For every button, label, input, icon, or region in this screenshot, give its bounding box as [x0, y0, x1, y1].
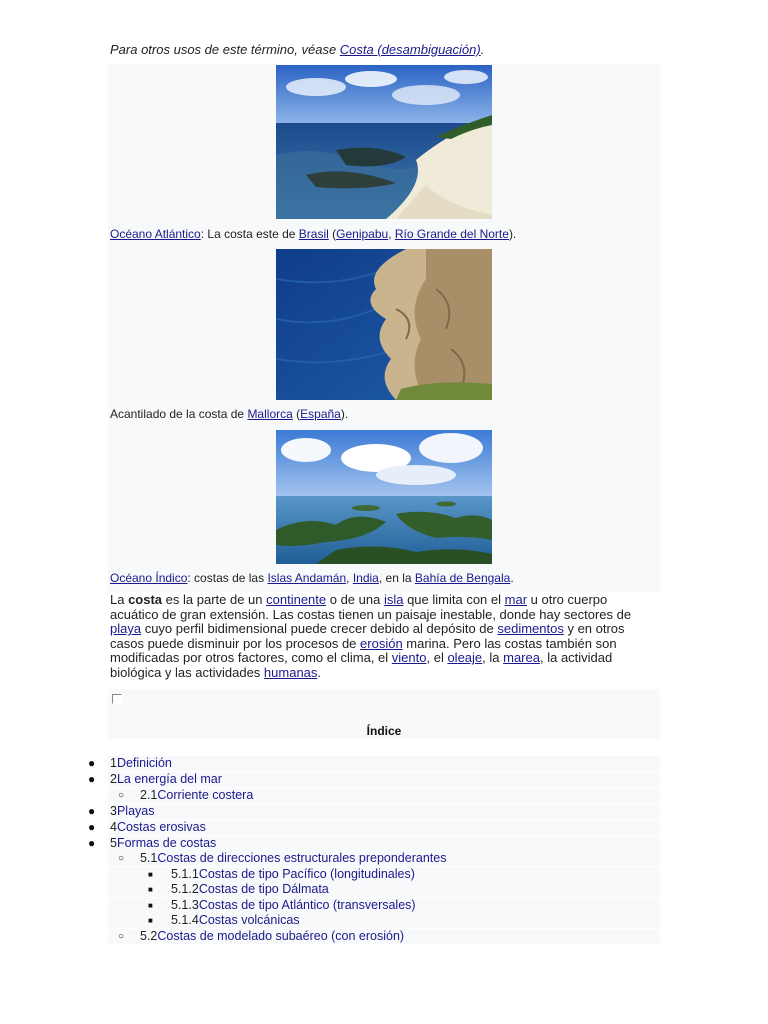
caption-text: : La costa este de	[200, 227, 299, 241]
toc-item[interactable]	[108, 882, 660, 897]
toc-link-direcciones-estructurales[interactable]: Costas de direcciones estructurales preponderantes	[157, 851, 447, 865]
bullet-square-icon: ■	[148, 901, 153, 910]
bullet-disc-icon: ●	[88, 804, 96, 818]
caption-text: : costas de las	[187, 571, 268, 585]
toc-link-playas[interactable]: Playas	[116, 804, 155, 818]
disambiguation-link[interactable]: Costa (desambiguación)	[339, 42, 481, 57]
toc-number: 1	[110, 756, 117, 770]
lead-text: marina. Pero las costas también son modificadas por otros factores, como el clima, el	[110, 635, 617, 666]
mar-link[interactable]: mar	[504, 592, 528, 607]
toc-number: 5.1.2	[171, 882, 199, 896]
india-link[interactable]: India	[352, 571, 379, 585]
hatnote-text: Para otros usos de este término, véase	[110, 42, 340, 57]
lead-text: es la parte de un	[162, 592, 267, 607]
bullet-disc-icon: ●	[88, 820, 96, 834]
toc-number: 5.1.3	[171, 898, 199, 912]
toc-link-costas-erosivas[interactable]: Costas erosivas	[116, 820, 206, 834]
lead-text: , el	[426, 650, 448, 666]
hatnote-suffix: .	[480, 42, 485, 57]
bay-of-bengal-link[interactable]: Bahía de Bengala	[414, 571, 511, 585]
toc-item[interactable]	[88, 820, 660, 835]
bullet-circle-icon: ○	[118, 790, 125, 801]
toc-link-definicion[interactable]: Definición	[116, 756, 172, 770]
toc-header	[108, 689, 660, 739]
erosion-link[interactable]: erosión	[360, 635, 403, 651]
toc-link-tipo-atlantico[interactable]: Costas de tipo Atlántico (transversales)	[198, 898, 416, 912]
toc-item[interactable]	[88, 756, 660, 771]
toc-link-energia-del-mar[interactable]: La energía del mar	[116, 772, 222, 786]
bullet-disc-icon: ●	[88, 836, 96, 850]
toc-number: 3	[110, 804, 117, 818]
sedimentos-link[interactable]: sedimentos	[497, 621, 564, 637]
viento-link[interactable]: viento	[391, 650, 427, 666]
image-caption-3	[110, 571, 514, 585]
lead-text: , la	[482, 650, 504, 666]
toc-item[interactable]	[88, 772, 660, 787]
bullet-circle-icon: ○	[118, 853, 125, 864]
toc-item[interactable]	[108, 867, 660, 882]
caption-text: ,	[388, 227, 395, 241]
lead-text: y en otros casos puede disminuir por los procesos de	[110, 621, 625, 651]
bullet-square-icon: ■	[148, 870, 153, 879]
toc-link-modelado-subaereo[interactable]: Costas de modelado subaéreo (con erosión)	[157, 929, 405, 943]
caption-text: ).	[508, 227, 517, 241]
continente-link[interactable]: continente	[266, 592, 327, 607]
toc-item[interactable]	[108, 851, 660, 866]
beach-dunes-photo[interactable]	[276, 65, 492, 219]
hatnote	[110, 42, 484, 57]
lead-text: cuyo perfil bidimensional puede crecer debido al depósito de	[141, 621, 498, 637]
toc-item[interactable]	[88, 836, 660, 851]
caption-text: .	[510, 571, 514, 585]
atlantic-link[interactable]: Océano Atlántico	[110, 227, 201, 241]
isla-link[interactable]: isla	[383, 592, 404, 607]
toc-number: 5	[110, 836, 117, 850]
bullet-square-icon: ■	[148, 916, 153, 925]
lead-text: u otro cuerpo acuático de gran extensión. Las costas tienen un paisaje inestable, donde hay sectores de	[110, 592, 632, 622]
genipabu-link[interactable]: Genipabu	[336, 227, 389, 241]
toc-number: 5.2	[140, 929, 158, 943]
caption-text: Acantilado de la costa de	[110, 407, 248, 421]
lead-paragraph	[110, 593, 652, 681]
marea-link[interactable]: marea	[503, 650, 540, 666]
toc-title: Índice	[366, 724, 402, 738]
mallorca-link[interactable]: Mallorca	[247, 407, 293, 421]
lead-text: o de una	[326, 592, 384, 607]
caption-text: ).	[340, 407, 349, 421]
lead-text: que limita con el	[403, 592, 505, 607]
caption-text: (	[328, 227, 337, 241]
toc-link-tipo-pacifico[interactable]: Costas de tipo Pacífico (longitudinales)	[198, 867, 415, 881]
toc-link-formas-de-costas[interactable]: Formas de costas	[116, 836, 217, 850]
caption-text: , en la	[378, 571, 415, 585]
image-caption-2	[110, 407, 348, 421]
indian-ocean-link[interactable]: Océano Índico	[110, 571, 188, 585]
lead-bold-term: costa	[128, 592, 163, 607]
oleaje-link[interactable]: oleaje	[447, 650, 483, 666]
cliff-photo[interactable]	[276, 249, 492, 400]
toc-link-tipo-dalmata[interactable]: Costas de tipo Dálmata	[198, 882, 329, 896]
bullet-circle-icon: ○	[118, 931, 125, 942]
toc-item[interactable]	[108, 913, 660, 928]
playa-link[interactable]: playa	[110, 621, 142, 637]
toc-number: 4	[110, 820, 117, 834]
rio-grande-del-norte-link[interactable]: Río Grande del Norte	[394, 227, 509, 241]
caption-text: ,	[346, 571, 353, 585]
bullet-disc-icon: ●	[88, 756, 96, 770]
islands-aerial-photo[interactable]	[276, 430, 492, 564]
toc-item[interactable]	[88, 804, 660, 819]
caption-text: (	[292, 407, 301, 421]
toc-number: 2.1	[140, 788, 158, 802]
toc-toggle-checkbox[interactable]	[112, 694, 122, 704]
lead-text: .	[317, 664, 322, 680]
lead-text: La	[110, 592, 129, 607]
toc-number: 2	[110, 772, 117, 786]
lead-text: , la actividad biológica y las actividades	[110, 650, 613, 680]
toc-item[interactable]	[108, 929, 660, 944]
toc-link-corriente-costera[interactable]: Corriente costera	[157, 788, 254, 802]
bullet-square-icon: ■	[148, 885, 153, 894]
andaman-islands-link[interactable]: Islas Andamán	[267, 571, 347, 585]
humanas-link[interactable]: humanas	[263, 664, 318, 680]
bullet-disc-icon: ●	[88, 772, 96, 786]
toc-number: 5.1.4	[171, 913, 199, 927]
toc-item[interactable]	[108, 788, 660, 803]
toc-link-costas-volcanicas[interactable]: Costas volcánicas	[198, 913, 300, 927]
toc-item[interactable]	[108, 898, 660, 913]
toc-number: 5.1.1	[171, 867, 199, 881]
brasil-link[interactable]: Brasil	[298, 227, 329, 241]
toc-number: 5.1	[140, 851, 158, 865]
image-caption-1	[110, 227, 516, 241]
espana-link[interactable]: España	[300, 407, 341, 421]
